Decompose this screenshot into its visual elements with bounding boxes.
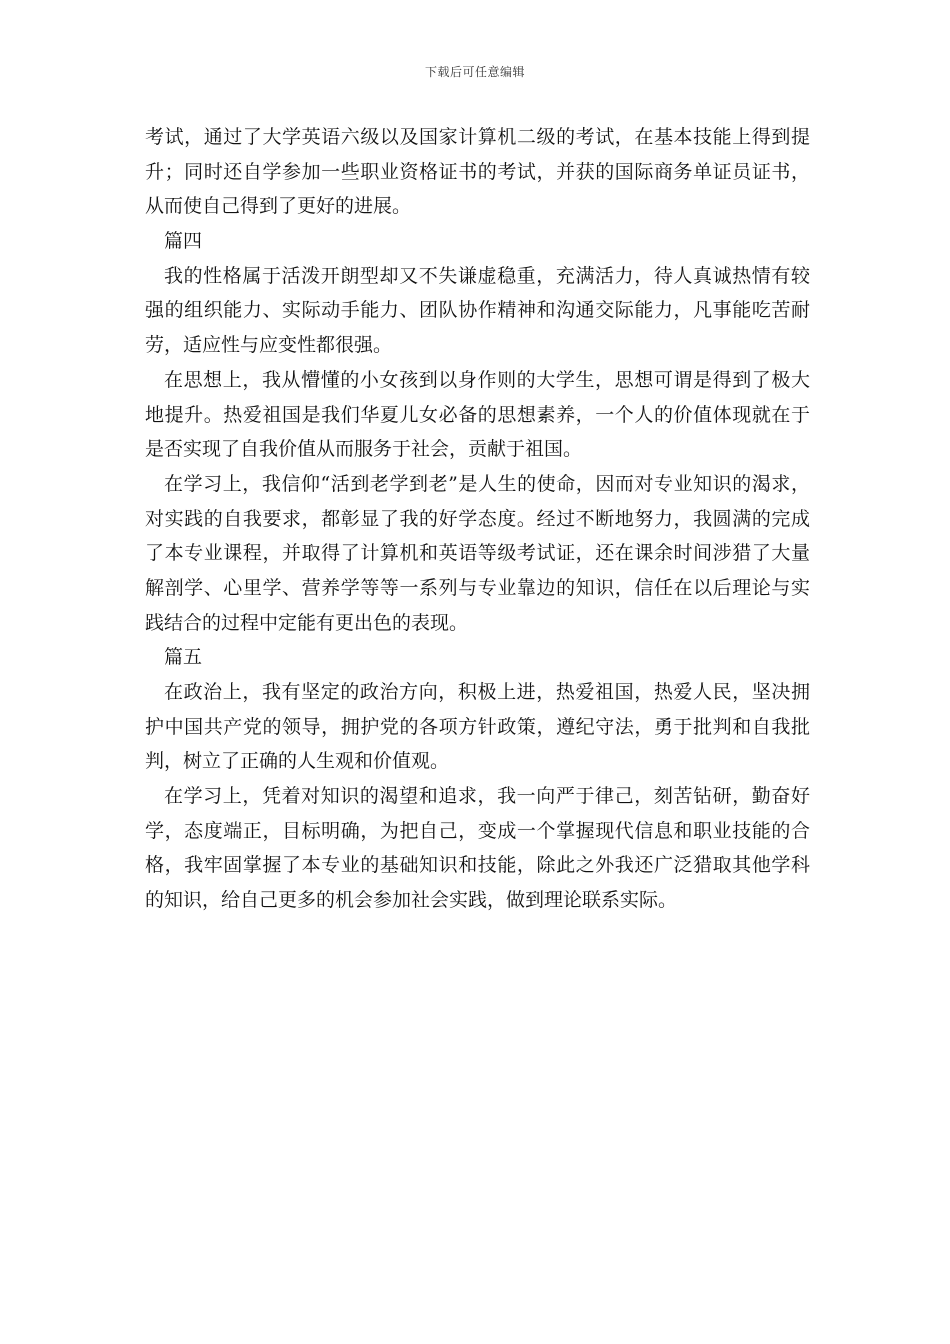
text-line: 是否实现了自我价值从而服务于社会，贡献于祖国。: [145, 438, 583, 461]
paragraph: [145, 120, 810, 224]
page-header: 下载后可任意编辑: [424, 65, 525, 79]
text-line: 在学习上，我信仰“活到老学到老”是人生的使命，因而对专业知识的渴求，: [164, 472, 810, 495]
text-line: 在学习上，凭着对知识的渴望和追求，我一向严于律己，刻苦钻研，勤奋好: [164, 785, 810, 808]
text-line: 强的组织能力、实际动手能力、团队协作精神和沟通交际能力，凡事能吃苦耐: [145, 299, 810, 322]
text-line: 解剖学、心里学、营养学等等一系列与专业靠边的知识，信任在以后理论与实: [145, 576, 810, 599]
text-line: 在政治上，我有坚定的政治方向，积极上进，热爱祖国，热爱人民，坚决拥: [164, 681, 810, 703]
paragraph: [145, 779, 810, 918]
text-line: 考试，通过了大学英语六级以及国家计算机二级的考试，在基本技能上得到提: [145, 126, 810, 148]
section-heading-text: 篇四: [164, 230, 203, 253]
section-heading-text: 篇五: [164, 646, 203, 669]
text-line: 地提升。热爱祖国是我们华夏儿女必备的思想素养，一个人的价值体现就在于: [145, 403, 810, 426]
text-line: 从而使自己得到了更好的进展。: [145, 195, 412, 218]
text-line: 践结合的过程中定能有更出色的表现。: [145, 611, 469, 634]
text-line: 格，我牢固掌握了本专业的基础知识和技能，除此之外我还广泛猎取其他学科: [145, 854, 810, 877]
text-line: 升；同时还自学参加一些职业资格证书的考试，并获的国际商务单证员证书，: [145, 160, 810, 183]
text-line: 的知识，给自己更多的机会参加社会实践，做到理论联系实际。: [145, 889, 678, 912]
document-body: [145, 120, 810, 918]
paragraph: [145, 259, 810, 363]
section-heading: [145, 640, 810, 675]
section-heading: [145, 224, 810, 259]
text-line: 判，树立了正确的人生观和价值观。: [145, 750, 450, 773]
text-line: 在思想上，我从懵懂的小女孩到以身作则的大学生，思想可谓是得到了极大: [164, 368, 810, 391]
text-line: 学，态度端正，目标明确，为把自己，变成一个掌握现代信息和职业技能的合: [145, 819, 810, 842]
text-line: 我的性格属于活泼开朗型却又不失谦虚稳重，充满活力，待人真诚热情有较: [164, 264, 810, 287]
paragraph: [145, 675, 810, 779]
text-line: 了本专业课程，并取得了计算机和英语等级考试证，还在课余时间涉猎了大量: [145, 542, 810, 565]
text-line: 劳，适应性与应变性都很强。: [145, 334, 393, 357]
paragraph: [145, 467, 810, 640]
text-line: 护中国共产党的领导，拥护党的各项方针政策，遵纪守法，勇于批判和自我批: [145, 715, 810, 738]
text-line: 对实践的自我要求，都彰显了我的好学态度。经过不断地努力，我圆满的完成: [145, 507, 810, 530]
paragraph: [145, 363, 810, 467]
